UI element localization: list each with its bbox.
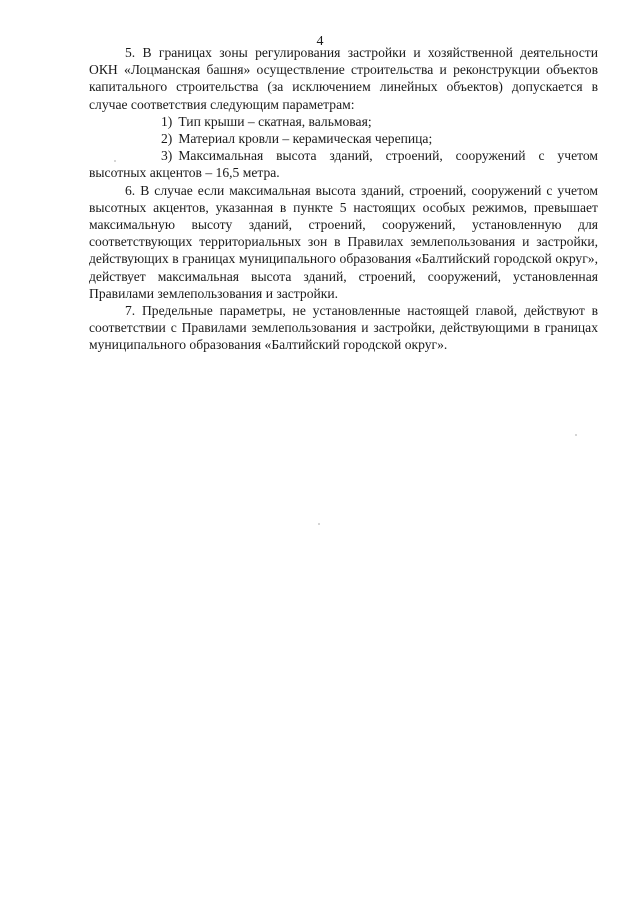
paragraph-6: 6. В случае если максимальная высота зданий, строений, сооружений с учетом высотных акцентов, указанная в пункте 5 настоящих особых режимов, превышает максимальную высоту зданий, строений, сооружений, установленную для соответствующих территориальных зон в Правилах землепользования и застройки, действующих в границах муниципального образования «Балтийский городской округ», действует максимальная высота зданий, строений, сооружений, установленная Правилами землепользования и застройки. <box>89 182 598 301</box>
page-number: 4 <box>316 34 324 49</box>
list-item-number: 1) <box>161 113 173 129</box>
list-item-text: Материал кровли – керамическая черепица; <box>178 131 433 147</box>
scan-speck <box>318 523 320 525</box>
list-item-1 <box>89 113 598 130</box>
list-item-2 <box>89 130 598 147</box>
list-item-text: Тип крыши – скатная, вальмовая; <box>178 113 372 129</box>
list-item-3 <box>89 147 598 181</box>
list-item-text: Максимальная высота зданий, строений, сооружений с учетом высотных акцентов – 16,5 метра. <box>89 148 598 181</box>
paragraph-7: 7. Предельные параметры, не установленные настоящей главой, действуют в соответствии с Правилами землепользования и застройки, действующими в границах муниципального образования «Балтийский городской округ». <box>89 303 598 353</box>
scan-speck <box>575 434 577 436</box>
paragraph-5: 5. В границах зоны регулирования застройки и хозяйственной деятельности ОКН «Лоцманская башня» осуществление строительства и реконструкции объектов капитального строительства (за исключением линейных объектов) допускается в случае соответствия следующим параметрам: <box>89 45 598 112</box>
document-body <box>89 44 598 354</box>
list-item-number: 2) <box>161 131 173 147</box>
list-item-number: 3) <box>161 148 173 164</box>
scan-speck <box>114 160 116 162</box>
